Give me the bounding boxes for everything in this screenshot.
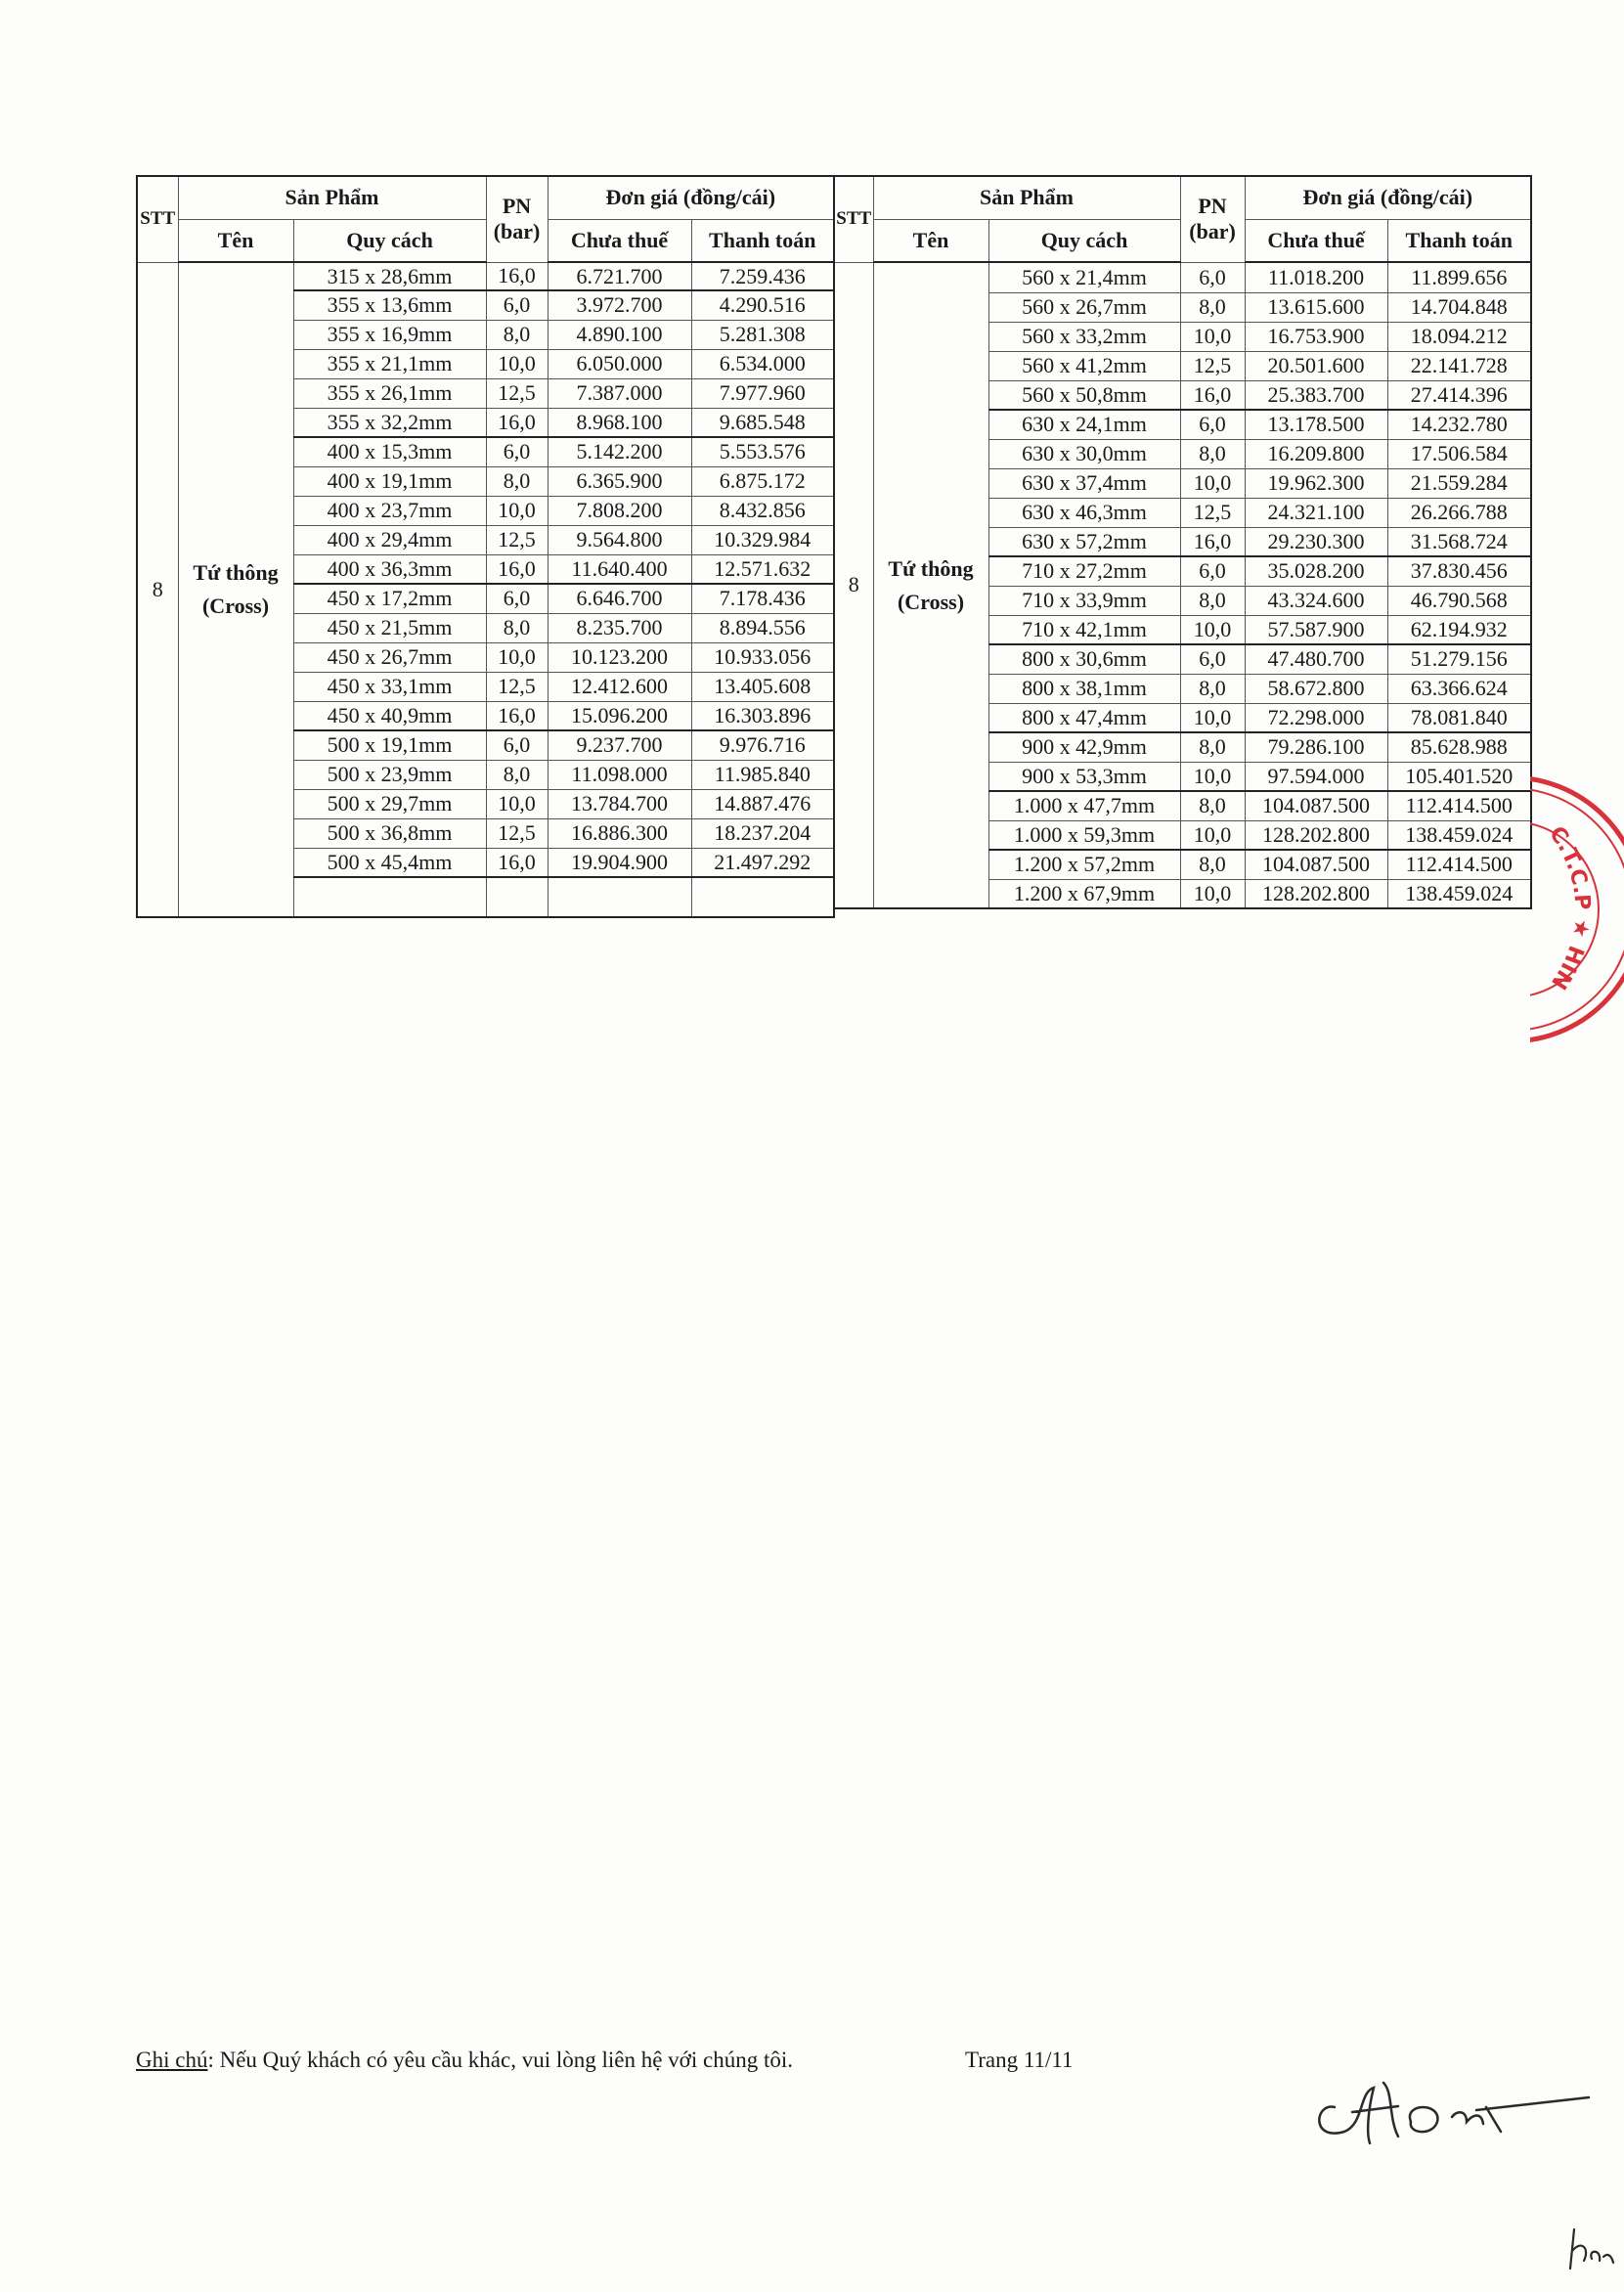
price-total-cell: 85.628.988: [1387, 732, 1531, 762]
price-total-cell: 51.279.156: [1387, 644, 1531, 674]
price-before-tax-cell: 79.286.100: [1245, 732, 1387, 762]
price-before-tax-cell: 58.672.800: [1245, 674, 1387, 703]
price-total-cell: 14.704.848: [1387, 292, 1531, 322]
spec-cell: 355 x 13,6mm: [293, 290, 486, 320]
header-don-gia: Đơn giá (đồng/cái): [548, 176, 834, 219]
price-before-tax-cell: 5.142.200: [548, 437, 691, 466]
spec-cell: 560 x 21,4mm: [988, 262, 1180, 292]
price-before-tax-cell: 6.721.700: [548, 262, 691, 290]
pn-cell: 6,0: [486, 730, 548, 760]
price-before-tax-cell: 6.646.700: [548, 584, 691, 613]
price-total-cell: 6.875.172: [691, 466, 834, 496]
header-stt: STT: [137, 176, 178, 262]
spec-cell: 900 x 53,3mm: [988, 762, 1180, 791]
initials: [1562, 2220, 1621, 2278]
pn-cell: 6,0: [1180, 556, 1245, 586]
price-total-cell: 18.237.204: [691, 818, 834, 848]
price-total-cell: 10.933.056: [691, 642, 834, 672]
price-before-tax-cell: 19.904.900: [548, 848, 691, 877]
spec-cell: 500 x 29,7mm: [293, 789, 486, 818]
price-before-tax-cell: 8.968.100: [548, 408, 691, 437]
header-quy-cach: Quy cách: [988, 219, 1180, 262]
spec-cell: 1.000 x 47,7mm: [988, 791, 1180, 820]
price-total-cell: 14.887.476: [691, 789, 834, 818]
pn-cell: 12,5: [1180, 498, 1245, 527]
spec-cell: 450 x 33,1mm: [293, 672, 486, 701]
page-number: Trang 11/11: [965, 2048, 1074, 2072]
pn-cell: 12,5: [486, 672, 548, 701]
price-total-cell: 6.534.000: [691, 349, 834, 378]
pn-cell: 8,0: [486, 613, 548, 642]
price-total-cell: 21.559.284: [1387, 468, 1531, 498]
spec-cell: 450 x 17,2mm: [293, 584, 486, 613]
spec-cell: 710 x 33,9mm: [988, 586, 1180, 615]
spec-cell: 710 x 27,2mm: [988, 556, 1180, 586]
spec-cell: 400 x 29,4mm: [293, 525, 486, 554]
price-total-cell: 16.303.896: [691, 701, 834, 730]
price-total-cell: 21.497.292: [691, 848, 834, 877]
spec-cell: 630 x 24,1mm: [988, 410, 1180, 439]
stt-cell: 8: [137, 262, 178, 917]
footer-note: [136, 2048, 793, 2073]
pn-cell: 6,0: [486, 584, 548, 613]
price-total-cell: 26.266.788: [1387, 498, 1531, 527]
price-before-tax-cell: 19.962.300: [1245, 468, 1387, 498]
price-table-right: [833, 175, 1532, 909]
price-total-cell: 9.976.716: [691, 730, 834, 760]
spec-cell: 1.200 x 67,9mm: [988, 879, 1180, 908]
spec-cell: 400 x 23,7mm: [293, 496, 486, 525]
spec-cell: 450 x 40,9mm: [293, 701, 486, 730]
spec-cell: 630 x 57,2mm: [988, 527, 1180, 556]
signature: [1305, 2063, 1599, 2171]
price-total-cell: 10.329.984: [691, 525, 834, 554]
note-label: Ghi chú: [136, 2048, 208, 2072]
price-before-tax-cell: 104.087.500: [1245, 850, 1387, 879]
pn-cell: 10,0: [1180, 703, 1245, 732]
product-name-cell: [873, 262, 988, 908]
price-total-cell: 13.405.608: [691, 672, 834, 701]
price-total-cell: 112.414.500: [1387, 850, 1531, 879]
note-text: : Nếu Quý khách có yêu cầu khác, vui lòng liên hệ với chúng tôi.: [207, 2048, 793, 2072]
price-before-tax-cell: 97.594.000: [1245, 762, 1387, 791]
pn-cell: 8,0: [1180, 292, 1245, 322]
pn-cell: 8,0: [1180, 732, 1245, 762]
pn-cell: 10,0: [486, 789, 548, 818]
spec-cell: 315 x 28,6mm: [293, 262, 486, 290]
header-pn: PN (bar): [486, 176, 548, 262]
price-total-cell: 46.790.568: [1387, 586, 1531, 615]
pn-cell: 10,0: [1180, 820, 1245, 850]
pn-cell: 8,0: [486, 320, 548, 349]
pn-cell: 10,0: [1180, 322, 1245, 351]
pn-cell: 8,0: [1180, 850, 1245, 879]
spec-cell: 630 x 46,3mm: [988, 498, 1180, 527]
header-thanh-toan: Thanh toán: [691, 219, 834, 262]
price-total-cell: 138.459.024: [1387, 820, 1531, 850]
product-name-cell: [178, 262, 293, 917]
price-total-cell: 9.685.548: [691, 408, 834, 437]
pn-cell: 10,0: [1180, 762, 1245, 791]
spec-cell: 1.200 x 57,2mm: [988, 850, 1180, 879]
price-total-cell: 7.259.436: [691, 262, 834, 290]
price-total-cell: 22.141.728: [1387, 351, 1531, 380]
company-seal-stamp: [1530, 772, 1624, 1046]
spec-cell: 355 x 32,2mm: [293, 408, 486, 437]
spec-cell: 355 x 26,1mm: [293, 378, 486, 408]
header-ten: Tên: [178, 219, 293, 262]
header-chua-thue: Chưa thuế: [548, 219, 691, 262]
pn-cell: 8,0: [1180, 586, 1245, 615]
price-before-tax-cell: 16.209.800: [1245, 439, 1387, 468]
pn-cell: 10,0: [486, 642, 548, 672]
pn-cell: 10,0: [486, 496, 548, 525]
pn-cell: 6,0: [1180, 262, 1245, 292]
price-before-tax-cell: 11.640.400: [548, 554, 691, 584]
product-name-line: Tứ thông: [193, 560, 279, 585]
spec-cell: 500 x 23,9mm: [293, 760, 486, 789]
pn-cell: 8,0: [1180, 674, 1245, 703]
price-before-tax-cell: 3.972.700: [548, 290, 691, 320]
price-total-cell: 14.232.780: [1387, 410, 1531, 439]
spec-cell: [293, 877, 486, 917]
spec-cell: 450 x 26,7mm: [293, 642, 486, 672]
price-before-tax-cell: 104.087.500: [1245, 791, 1387, 820]
price-total-cell: 7.178.436: [691, 584, 834, 613]
header-ten: Tên: [873, 219, 988, 262]
header-don-gia: Đơn giá (đồng/cái): [1245, 176, 1531, 219]
price-total-cell: 18.094.212: [1387, 322, 1531, 351]
product-name-line: (Cross): [201, 594, 270, 618]
spec-cell: 500 x 45,4mm: [293, 848, 486, 877]
price-before-tax-cell: 128.202.800: [1245, 820, 1387, 850]
header-thanh-toan: Thanh toán: [1387, 219, 1531, 262]
pn-cell: 10,0: [1180, 615, 1245, 644]
spec-cell: 400 x 19,1mm: [293, 466, 486, 496]
price-total-cell: 78.081.840: [1387, 703, 1531, 732]
price-before-tax-cell: 47.480.700: [1245, 644, 1387, 674]
spec-cell: 630 x 37,4mm: [988, 468, 1180, 498]
pn-cell: 12,5: [1180, 351, 1245, 380]
pn-cell: 6,0: [1180, 644, 1245, 674]
spec-cell: 355 x 21,1mm: [293, 349, 486, 378]
spec-cell: 560 x 26,7mm: [988, 292, 1180, 322]
header-chua-thue: Chưa thuế: [1245, 219, 1387, 262]
price-total-cell: 5.281.308: [691, 320, 834, 349]
pn-cell: 8,0: [486, 760, 548, 789]
price-before-tax-cell: 10.123.200: [548, 642, 691, 672]
pn-cell: 10,0: [1180, 468, 1245, 498]
price-before-tax-cell: 16.886.300: [548, 818, 691, 848]
price-total-cell: 8.432.856: [691, 496, 834, 525]
price-before-tax-cell: 43.324.600: [1245, 586, 1387, 615]
spec-cell: 800 x 38,1mm: [988, 674, 1180, 703]
pn-cell: 16,0: [486, 262, 548, 290]
pn-cell: 6,0: [1180, 410, 1245, 439]
product-name-line: (Cross): [897, 589, 965, 614]
pn-cell: 16,0: [486, 554, 548, 584]
price-before-tax-cell: 57.587.900: [1245, 615, 1387, 644]
price-before-tax-cell: 20.501.600: [1245, 351, 1387, 380]
product-name-line: Tứ thông: [888, 555, 974, 581]
spec-cell: 450 x 21,5mm: [293, 613, 486, 642]
spec-cell: 560 x 50,8mm: [988, 380, 1180, 410]
spec-cell: 400 x 36,3mm: [293, 554, 486, 584]
price-total-cell: 27.414.396: [1387, 380, 1531, 410]
pn-cell: 16,0: [1180, 380, 1245, 410]
header-san-pham: Sản Phẩm: [178, 176, 486, 219]
table-row: [137, 262, 834, 290]
pn-cell: 6,0: [486, 290, 548, 320]
pn-cell: 10,0: [486, 349, 548, 378]
price-table-left: [136, 175, 835, 918]
price-before-tax-cell: 13.784.700: [548, 789, 691, 818]
price-before-tax-cell: 35.028.200: [1245, 556, 1387, 586]
price-before-tax-cell: 15.096.200: [548, 701, 691, 730]
spec-cell: 500 x 36,8mm: [293, 818, 486, 848]
spec-cell: 1.000 x 59,3mm: [988, 820, 1180, 850]
spec-cell: 355 x 16,9mm: [293, 320, 486, 349]
price-before-tax-cell: 16.753.900: [1245, 322, 1387, 351]
table-body: [834, 262, 1531, 908]
price-total-cell: 11.899.656: [1387, 262, 1531, 292]
price-before-tax-cell: 4.890.100: [548, 320, 691, 349]
price-before-tax-cell: 6.365.900: [548, 466, 691, 496]
pn-cell: 12,5: [486, 378, 548, 408]
pn-cell: 16,0: [486, 848, 548, 877]
svg-text:C.T.C.P ★ HIN: C.T.C.P ★ HIN: [1544, 821, 1595, 994]
header-san-pham: Sản Phẩm: [873, 176, 1180, 219]
table-body: [137, 262, 834, 917]
price-before-tax-cell: 24.321.100: [1245, 498, 1387, 527]
price-total-cell: 4.290.516: [691, 290, 834, 320]
price-total-cell: 5.553.576: [691, 437, 834, 466]
price-total-cell: 11.985.840: [691, 760, 834, 789]
price-before-tax-cell: 128.202.800: [1245, 879, 1387, 908]
price-before-tax-cell: 29.230.300: [1245, 527, 1387, 556]
pn-cell: 12,5: [486, 818, 548, 848]
table-row: [834, 262, 1531, 292]
header-quy-cach: Quy cách: [293, 219, 486, 262]
spec-cell: 500 x 19,1mm: [293, 730, 486, 760]
price-total-cell: 138.459.024: [1387, 879, 1531, 908]
spec-cell: 400 x 15,3mm: [293, 437, 486, 466]
price-before-tax-cell: [548, 877, 691, 917]
spec-cell: 710 x 42,1mm: [988, 615, 1180, 644]
price-total-cell: [691, 877, 834, 917]
pn-cell: 8,0: [1180, 439, 1245, 468]
pn-cell: 12,5: [486, 525, 548, 554]
price-before-tax-cell: 7.808.200: [548, 496, 691, 525]
price-before-tax-cell: 12.412.600: [548, 672, 691, 701]
price-before-tax-cell: 9.564.800: [548, 525, 691, 554]
pn-cell: 10,0: [1180, 879, 1245, 908]
price-before-tax-cell: 13.615.600: [1245, 292, 1387, 322]
pn-cell: 16,0: [1180, 527, 1245, 556]
price-before-tax-cell: 72.298.000: [1245, 703, 1387, 732]
price-total-cell: 37.830.456: [1387, 556, 1531, 586]
price-total-cell: 62.194.932: [1387, 615, 1531, 644]
spec-cell: 630 x 30,0mm: [988, 439, 1180, 468]
pn-cell: 6,0: [486, 437, 548, 466]
pn-cell: [486, 877, 548, 917]
pn-cell: 16,0: [486, 701, 548, 730]
stt-cell: 8: [834, 262, 873, 908]
price-total-cell: 7.977.960: [691, 378, 834, 408]
price-total-cell: 112.414.500: [1387, 791, 1531, 820]
price-before-tax-cell: 6.050.000: [548, 349, 691, 378]
price-before-tax-cell: 25.383.700: [1245, 380, 1387, 410]
price-total-cell: 63.366.624: [1387, 674, 1531, 703]
price-before-tax-cell: 9.237.700: [548, 730, 691, 760]
spec-cell: 800 x 30,6mm: [988, 644, 1180, 674]
price-before-tax-cell: 13.178.500: [1245, 410, 1387, 439]
spec-cell: 800 x 47,4mm: [988, 703, 1180, 732]
price-total-cell: 12.571.632: [691, 554, 834, 584]
header-pn: PN (bar): [1180, 176, 1245, 262]
pn-cell: 16,0: [486, 408, 548, 437]
price-before-tax-cell: 8.235.700: [548, 613, 691, 642]
header-stt: STT: [834, 176, 873, 262]
price-total-cell: 17.506.584: [1387, 439, 1531, 468]
price-before-tax-cell: 11.098.000: [548, 760, 691, 789]
pn-cell: 8,0: [1180, 791, 1245, 820]
price-total-cell: 8.894.556: [691, 613, 834, 642]
spec-cell: 900 x 42,9mm: [988, 732, 1180, 762]
price-total-cell: 31.568.724: [1387, 527, 1531, 556]
pn-cell: 8,0: [486, 466, 548, 496]
price-before-tax-cell: 11.018.200: [1245, 262, 1387, 292]
price-before-tax-cell: 7.387.000: [548, 378, 691, 408]
spec-cell: 560 x 41,2mm: [988, 351, 1180, 380]
spec-cell: 560 x 33,2mm: [988, 322, 1180, 351]
price-total-cell: 105.401.520: [1387, 762, 1531, 791]
